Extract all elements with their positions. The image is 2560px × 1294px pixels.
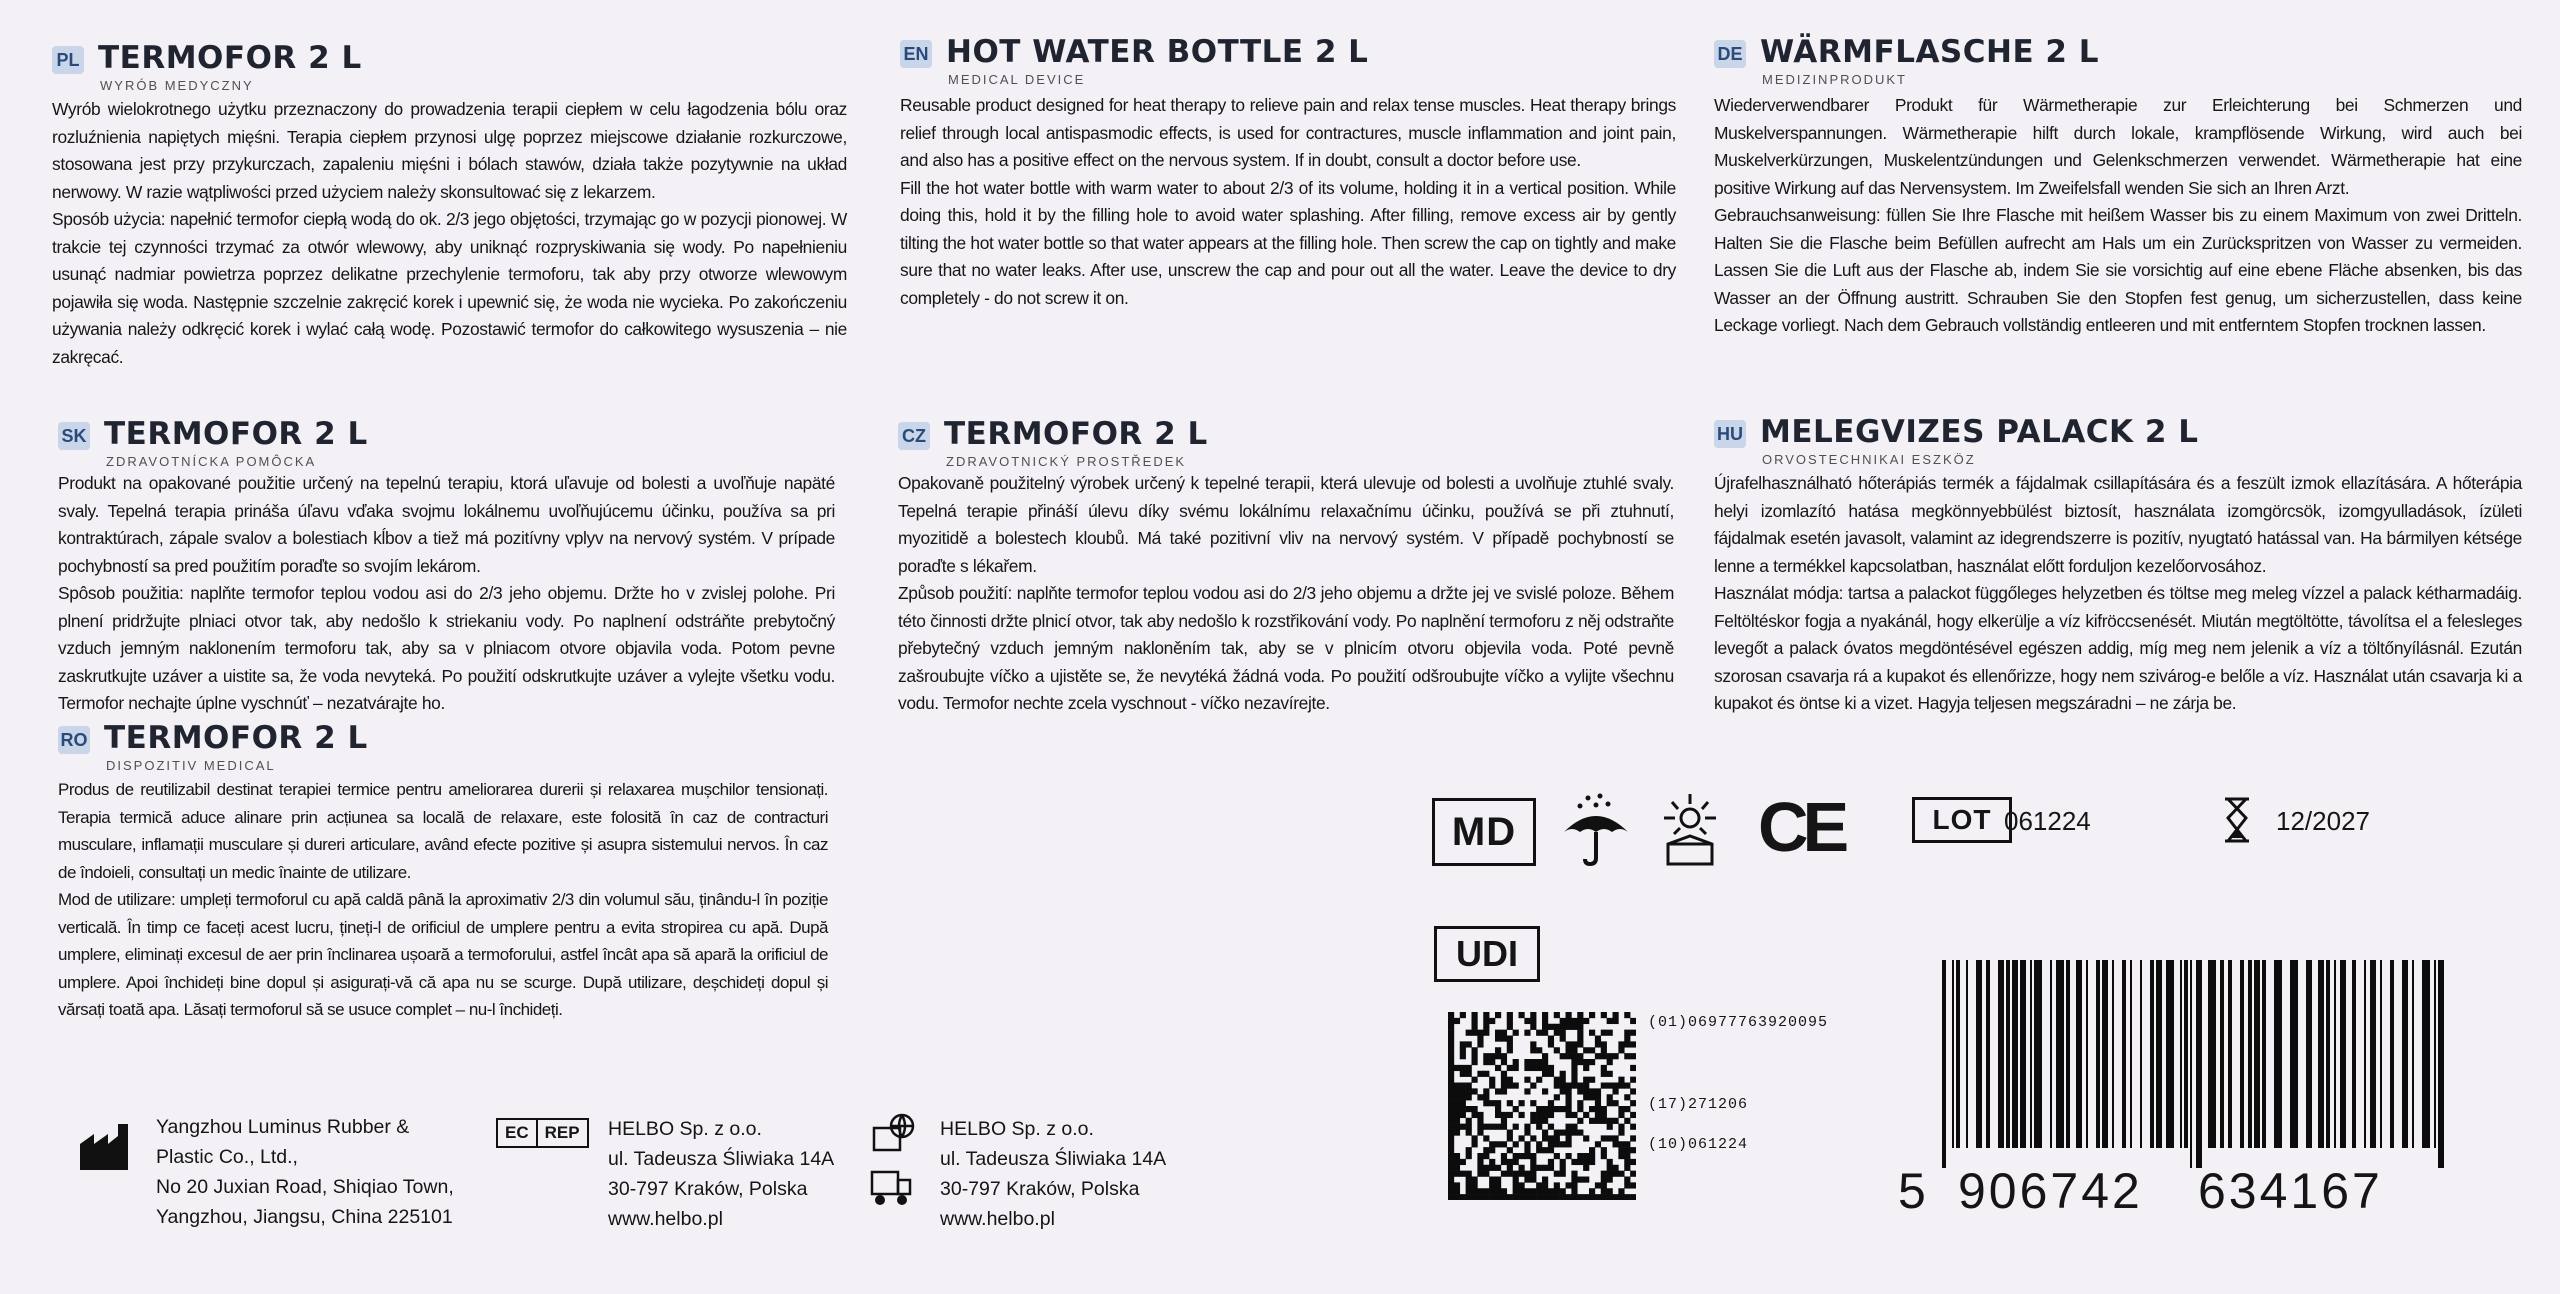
text-de-2: Gebrauchsanweisung: füllen Sie Ihre Flasche mit heißem Wasser bis zu einem Maximum von zwei Dritteln. Halten Sie die Flasche beim Befüllen aufrecht am Hals um ein Zurückspritzen von Wasser zu vermeiden. Lassen Sie die Luft aus der Flasche ab, indem Sie sie vorsichtig auf eine ebene Fläche absenken, bis das Wasser an der Öffnung austritt. Schrauben Sie den Stopfen fest genug, um sicherzustellen, dass keine Leckage vorliegt. Nach dem Gebrauch vollständig entleeren und mit entferntem Stopfen trocknen lassen. xyxy=(1714,205,2522,335)
udi-symbol: UDI xyxy=(1434,926,1540,982)
importer-line-4: www.helbo.pl xyxy=(940,1208,1055,1230)
lang-code-de: DE xyxy=(1714,40,1746,68)
umbrella-keep-dry-icon xyxy=(1556,790,1636,870)
text-sk-2: Spôsob použitia: naplňte termofor teplou vodou asi do 2/3 jeho objemu. Držte ho v zvislej polohe. Pri plnení pridržujte plniaci otvor tak, aby nedošlo k striekaniu vody. Po naplnení odstráňte prebytočný vzduch jemným naklonením termoforu tak, aby sa v plniacom otvore objavila voda. Potom pevne zaskrutkujte uzáver a uistite sa, že voda nevyteká. Po použití odskrutkujte uzáver a vylejte všetku vodu. Termofor nechajte úplne vyschnúť – nezatvárajte ho. xyxy=(58,583,835,713)
hourglass-expiry-icon xyxy=(2222,796,2252,844)
lot-symbol: LOT xyxy=(1912,797,2012,843)
subtitle-pl: WYRÓB MEDYCZNY xyxy=(100,78,254,93)
udi-lot: (10)061224 xyxy=(1648,1136,1749,1153)
subtitle-cz: ZDRAVOTNICKÝ PROSTŘEDEK xyxy=(946,454,1187,469)
barcode-right-digits: 634167 xyxy=(2198,1163,2383,1219)
importer-icon xyxy=(868,1112,916,1154)
text-pl-2: Sposób użycia: napełnić termofor ciepłą wodą do ok. 2/3 jego objętości, trzymając go w pozycji pionowej. W trakcie tej czynności trzymać za otwór wlewowy, aby uniknąć rozpryskiwania się wody. Po napełnieniu usunąć nadmiar powietrza poprzez delikatne przechylenie termoforu, tak aby przy otworze wlewowym pojawiła się woda. Następnie szczelnie zakręcić korek i upewnić się, że woda nie wycieka. Po zakończeniu używania należy odkręcić korek i wylać całą wodę. Pozostawić termofor do całkowitego wysuszenia – nie zakręcać. xyxy=(52,209,847,367)
subtitle-en: MEDICAL DEVICE xyxy=(948,72,1086,87)
manufacturer-line-1: Yangzhou Luminus Rubber & xyxy=(156,1116,410,1138)
text-cz-2: Způsob použití: naplňte termofor teplou vodou asi do 2/3 jeho objemu a držte jej ve svislé poloze. Během této činnosti držte plnicí otvor, tak aby nedošlo k rozstřikování vody. Po naplnění termoforu z něj odstraňte přebytečný vzduch jemným nakloněním tak, aby se v plnicím otvoru objevila voda. Poté pevně zašroubujte víčko a ujistěte se, že nevytéká žádná voda. Po použití odšroubujte víčko a vylijte všechnu vodu. Termofor nechte zcela vyschnout - víčko nezavírejte. xyxy=(898,583,1674,713)
title-cz: TERMOFOR 2 L xyxy=(944,416,1208,452)
importer-line-2: ul. Tadeusza Śliwiaka 14A xyxy=(940,1148,1167,1170)
importer-line-3: 30-797 Kraków, Polska xyxy=(940,1178,1140,1200)
manufacturer-address xyxy=(156,1112,454,1232)
lot-number: 061224 xyxy=(2004,806,2091,836)
subtitle-sk: ZDRAVOTNÍCKA POMÔCKA xyxy=(106,454,317,469)
text-en-1: Reusable product designed for heat therapy to relieve pain and relax tense muscles. Heat therapy brings relief through local antispasmodic effects, is used for contractures, muscle inflammation and joint pain, and also has a positive effect on the nervous system. If in doubt, consult a doctor before use. xyxy=(900,95,1676,170)
subtitle-ro: DISPOZITIV MEDICAL xyxy=(106,758,276,773)
title-hu: MELEGVIZES PALACK 2 L xyxy=(1760,414,2199,450)
text-pl-1: Wyrób wielokrotnego użytku przeznaczony do prowadzenia terapii ciepłem w celu łagodzenia bólu oraz rozluźnienia napiętych mięśni. Terapia ciepłem przynosi ulgę poprzez miejscowe działanie rozkurczowe, stosowana jest przy przykurczach, zapaleniu mięśni i bólach stawów, działa także pozytywnie na układ nerwowy. W razie wątpliwości przed użyciem należy skonsultować się z lekarzem. xyxy=(52,99,847,202)
section-ro xyxy=(58,716,828,1024)
text-cz-1: Opakovaně použitelný výrobek určený k tepelné terapii, která ulevuje od bolesti a uvolňuje ztuhlé svaly. Tepelná terapie přináší úlevu díky svému lokálnímu relaxačnímu účinku, používá se při ztuhnutí, myozitidě a bolestech kloubů. Má také pozitivní vliv na nervový systém. V případě pochybností se poraďte s lékařem. xyxy=(898,473,1674,576)
text-de-1: Wiederverwendbarer Produkt für Wärmetherapie zur Erleichterung bei Schmerzen und Muskelverspannungen. Wärmetherapie hilft durch lokale, krampflösende Wirkung, wird auch bei Muskelverkürzungen, Muskelentzündungen und Gelenkschmerzen verwendet. Wärmetherapie hat eine positive Wirkung auf das Nervensystem. Im Zweifelsfall wenden Sie sich an Ihren Arzt. xyxy=(1714,95,2522,198)
lang-code-ro: RO xyxy=(58,726,90,754)
rep-label: REP xyxy=(536,1120,587,1146)
section-de xyxy=(1714,30,2522,340)
section-pl xyxy=(52,36,847,371)
text-ro-2: Mod de utilizare: umpleți termoforul cu apă caldă până la aproximativ 2/3 din volumul său, ținându-l în poziție verticală. În timp ce faceți acest lucru, țineți-l de orificiul de umplere pentru a evita stropirea cu apă. După umplere, eliminați excesul de aer prin înclinarea ușoară a termoforului, astfel încât apa să apară la orificiul de umplere. Apoi închideți bine dopul și asigurați-vă că apa nu se scurge. După utilizare, deșchideți dopul și vărsați toată apa. Lăsați termoforul să se usuce complet – nu-l închideți. xyxy=(58,890,828,1019)
distributor-icon xyxy=(868,1164,916,1208)
ce-mark: CE xyxy=(1758,788,1844,866)
text-sk-1: Produkt na opakované použitie určený na tepelnú terapiu, ktorá uľavuje od bolesti a uvoľňuje napäté svaly. Tepelná terapia prináša úľavu vďaka svojmu lokálnemu uvoľňujúcemu účinku, používa sa pri kontraktúrach, zápale svalov a bolestiach kĺbov a tiež má pozitívny vplyv na nervový systém. V prípade pochybností sa pred použitím poraďte so svojím lekárom. xyxy=(58,473,835,576)
title-pl: TERMOFOR 2 L xyxy=(98,40,362,76)
title-sk: TERMOFOR 2 L xyxy=(104,416,368,452)
lang-code-cz: CZ xyxy=(898,422,930,450)
ec-label: EC xyxy=(505,1123,529,1142)
lang-code-sk: SK xyxy=(58,422,90,450)
manufacturer-line-4: Yangzhou, Jiangsu, China 225101 xyxy=(156,1206,453,1228)
datamatrix-code xyxy=(1448,1012,1636,1200)
manufacturer-factory-icon xyxy=(78,1122,134,1172)
lang-code-en: EN xyxy=(900,40,932,68)
section-sk xyxy=(58,412,835,718)
text-hu-2: Használat módja: tartsa a palackot függőleges helyzetben és töltse meg meleg vízzel a palack kétharmadáig. Feltöltéskor fogja a nyakánál, hogy elkerülje a víz kifröccsenését. Miután megtöltötte, távolítsa el a felesleges levegőt a palack óvatos megdöntésével egészen addig, míg meg nem jelenik a víz a töltőnyílásnál. Ezután szorosan csavarja rá a kupakot és ellenőrizze, hogy nem szivárog-e belőle a víz. Használat után csavarja ki a kupakot és öntse ki a vizet. Hagyja teljesen megszáradni – ne zárja be. xyxy=(1714,583,2522,713)
ec-rep-line-2: ul. Tadeusza Śliwiaka 14A xyxy=(608,1148,835,1170)
expiry-date: 12/2027 xyxy=(2276,806,2370,836)
text-hu-1: Újrafelhasználható hőterápiás termék a fájdalmak csillapítására és a feszült izmok ellazítására. A hőterápia helyi izomlazító hatása megkönnyebbülést biztosít, használata izomgörcsök, izomgyulladások, ízületi fájdalmak esetén javasolt, valamint az idegrendszerre is pozitív, nyugtató hatással van. Ha bármilyen kétsége lenne a termékkel kapcsolatban, használat előtt forduljon kezelőorvosához. xyxy=(1714,473,2522,576)
ec-rep-symbol xyxy=(496,1118,589,1148)
manufacturer-line-2: Plastic Co., Ltd., xyxy=(156,1146,298,1168)
md-symbol: MD xyxy=(1432,798,1536,866)
udi-expiry: (17)271206 xyxy=(1648,1096,1749,1113)
ec-rep-line-4: www.helbo.pl xyxy=(608,1208,723,1230)
section-cz xyxy=(898,412,1674,718)
importer-line-1: HELBO Sp. z o.o. xyxy=(940,1118,1094,1140)
title-de: WÄRMFLASCHE 2 L xyxy=(1760,34,2100,70)
text-en-2: Fill the hot water bottle with warm water to about 2/3 of its volume, holding it in a vertical position. While doing this, hold it by the filling hole to avoid water splashing. After filling, remove excess air by gently tilting the hot water bottle so that water appears at the filling hole. Then screw the cap on tightly and make sure that no water leaks. After use, unscrew the cap and pour out all the water. Leave the device to dry completely - do not screw it on. xyxy=(900,177,1676,308)
title-ro: TERMOFOR 2 L xyxy=(104,720,368,756)
title-en: HOT WATER BOTTLE 2 L xyxy=(946,34,1369,70)
barcode-left-digits: 906742 xyxy=(1958,1163,2143,1219)
ec-rep-address xyxy=(608,1114,834,1234)
ean-barcode xyxy=(1938,960,2458,1168)
barcode-first-digit: 5 xyxy=(1898,1163,1929,1219)
udi-gtin: (01)06977763920095 xyxy=(1648,1014,1829,1031)
text-ro-1: Produs de reutilizabil destinat terapiei termice pentru ameliorarea durerii și relaxarea mușchilor tensionați. Terapia termică aduce alinare prin acțiunea sa locală de relaxare, este folosită în caz de contracturi musculare, inflamații musculare și dureri articulare, având efecte pozitive și asupra sistemului nervos. În caz de îndoieli, consultați un medic înainte de utilizare. xyxy=(58,780,828,882)
importer-address xyxy=(940,1114,1166,1234)
section-hu xyxy=(1714,410,2522,718)
lang-code-hu: HU xyxy=(1714,420,1746,448)
ec-rep-line-1: HELBO Sp. z o.o. xyxy=(608,1118,762,1140)
lang-code-pl: PL xyxy=(52,46,84,74)
subtitle-de: MEDIZINPRODUKT xyxy=(1762,72,1907,87)
section-en xyxy=(900,30,1676,312)
manufacturer-line-3: No 20 Juxian Road, Shiqiao Town, xyxy=(156,1176,454,1198)
subtitle-hu: ORVOSTECHNIKAI ESZKÖZ xyxy=(1762,452,1976,467)
keep-away-from-sunlight-icon xyxy=(1648,788,1732,872)
ec-rep-line-3: 30-797 Kraków, Polska xyxy=(608,1178,808,1200)
